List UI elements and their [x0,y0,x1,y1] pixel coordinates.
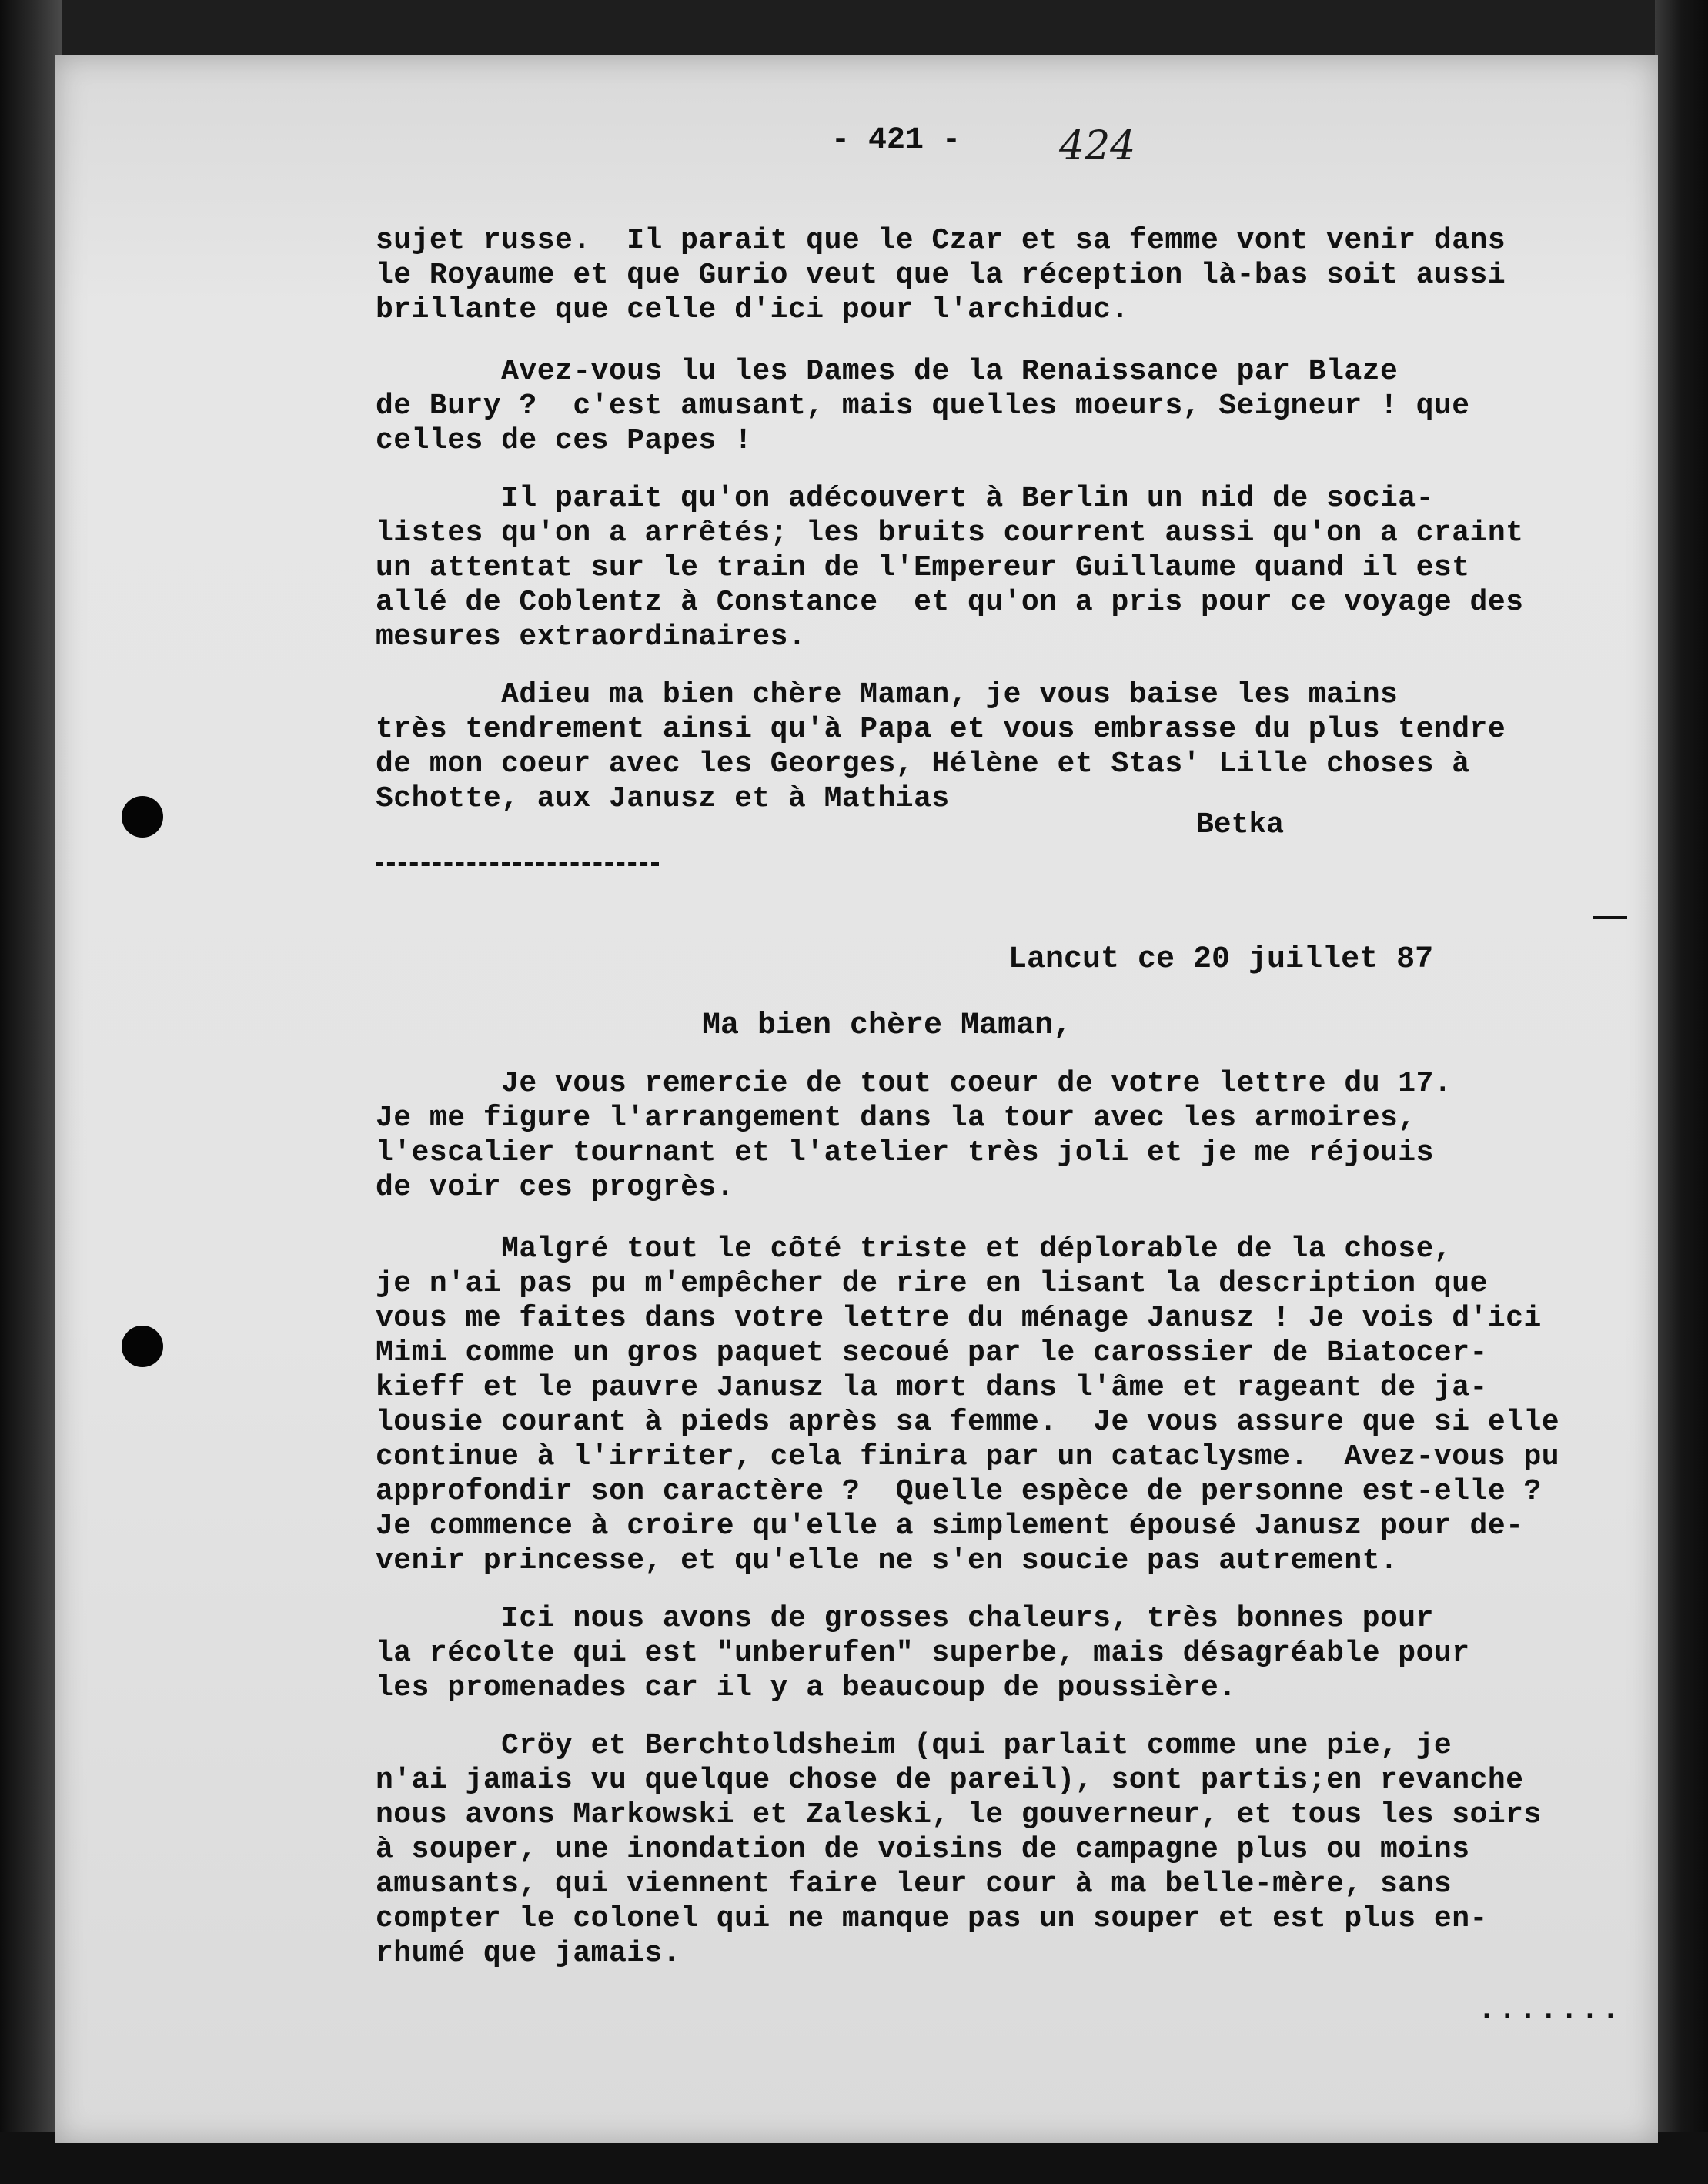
text-line: les promenades car il y a beaucoup de poussière. [376,1671,1237,1704]
dateline: Lancut ce 20 juillet 87 [1008,942,1434,977]
text-line: de mon coeur avec les Georges, Hélène et Stas' Lille choses à [376,748,1470,781]
text-line: vous me faites dans votre lettre du ménage Janusz ! Je vois d'ici [376,1302,1542,1335]
text-line: compter le colonel qui ne manque pas un souper et est plus en- [376,1902,1488,1935]
scanner-frame-right [1655,0,1708,2184]
salutation: Ma bien chère Maman, [702,1008,1072,1043]
text-line: Malgré tout le côté triste et déplorable de la chose, [376,1232,1452,1266]
text-line: nous avons Markowski et Zaleski, le gouverneur, et tous les soirs [376,1798,1542,1831]
page-number: - 421 - [831,123,961,158]
text-line: brillante que celle d'ici pour l'archiduc. [376,293,1129,326]
text-line: je n'ai pas pu m'empêcher de rire en lisant la description que [376,1267,1488,1300]
text-line: approfondir son caractère ? Quelle espèce de personne est-elle ? [376,1475,1542,1508]
text-line: Adieu ma bien chère Maman, je vous baise les mains [376,678,1399,711]
text-line: kieff et le pauvre Janusz la mort dans l'âme et rageant de ja- [376,1371,1488,1404]
text-line: un attentat sur le train de l'Empereur Guillaume quand il est [376,551,1470,584]
text-line: l'escalier tournant et l'atelier très joli et je me réjouis [376,1136,1434,1169]
text-line: Cröy et Berchtoldsheim (qui parlait comme une pie, je [376,1729,1452,1762]
punch-hole [122,1326,163,1367]
text-line: Mimi comme un gros paquet secoué par le carossier de Biatocer- [376,1336,1488,1370]
text-line: venir princesse, et qu'elle ne s'en soucie pas autrement. [376,1544,1399,1577]
signature: Betka [1196,808,1285,841]
text-line: le Royaume et que Gurio veut que la réception là-bas soit aussi [376,259,1506,292]
text-line: n'ai jamais vu quelque chose de pareil), sont partis;en revanche [376,1764,1524,1797]
text-line: à souper, une inondation de voisins de campagne plus ou moins [376,1833,1470,1866]
text-line: de Bury ? c'est amusant, mais quelles moeurs, Seigneur ! que [376,390,1470,423]
text-line: rhumé que jamais. [376,1937,681,1970]
text-line: de voir ces progrès. [376,1171,735,1204]
page-number-handwritten: 424 [1059,123,1136,169]
text-line: continue à l'irriter, cela finira par un cataclysme. Avez-vous pu [376,1440,1560,1473]
scanner-frame-left [0,0,62,2184]
margin-mark [1593,916,1627,919]
text-line: celles de ces Papes ! [376,424,753,457]
text-line: allé de Coblentz à Constance et qu'on a pris pour ce voyage des [376,586,1524,619]
text-line: lousie courant à pieds après sa femme. Je vous assure que si elle [376,1406,1560,1439]
text-line: la récolte qui est "unberufen" superbe, mais désagréable pour [376,1637,1470,1670]
text-line: Je me figure l'arrangement dans la tour avec les armoires, [376,1102,1416,1135]
text-line: Schotte, aux Janusz et à Mathias [376,782,950,815]
text-line: très tendrement ainsi qu'à Papa et vous embrasse du plus tendre [376,713,1506,746]
text-line: Avez-vous lu les Dames de la Renaissance par Blaze [376,355,1399,388]
text-line: Je commence à croire qu'elle a simplement épousé Janusz pour de- [376,1510,1524,1543]
punch-hole [122,796,163,838]
text-line: amusants, qui viennent faire leur cour à ma belle-mère, sans [376,1868,1452,1901]
text-line: Ici nous avons de grosses chaleurs, très bonnes pour [376,1602,1434,1635]
text-line: Il parait qu'on adécouvert à Berlin un nid de socia- [376,482,1434,515]
continuation-dots: ....... [1478,1994,1623,2027]
text-line: mesures extraordinaires. [376,620,807,654]
text-line: Je vous remercie de tout coeur de votre lettre du 17. [376,1067,1452,1100]
separator-line [376,862,659,866]
text-line: sujet russe. Il parait que le Czar et sa femme vont venir dans [376,224,1506,257]
text-line: listes qu'on a arrêtés; les bruits courrent aussi qu'on a craint [376,517,1524,550]
